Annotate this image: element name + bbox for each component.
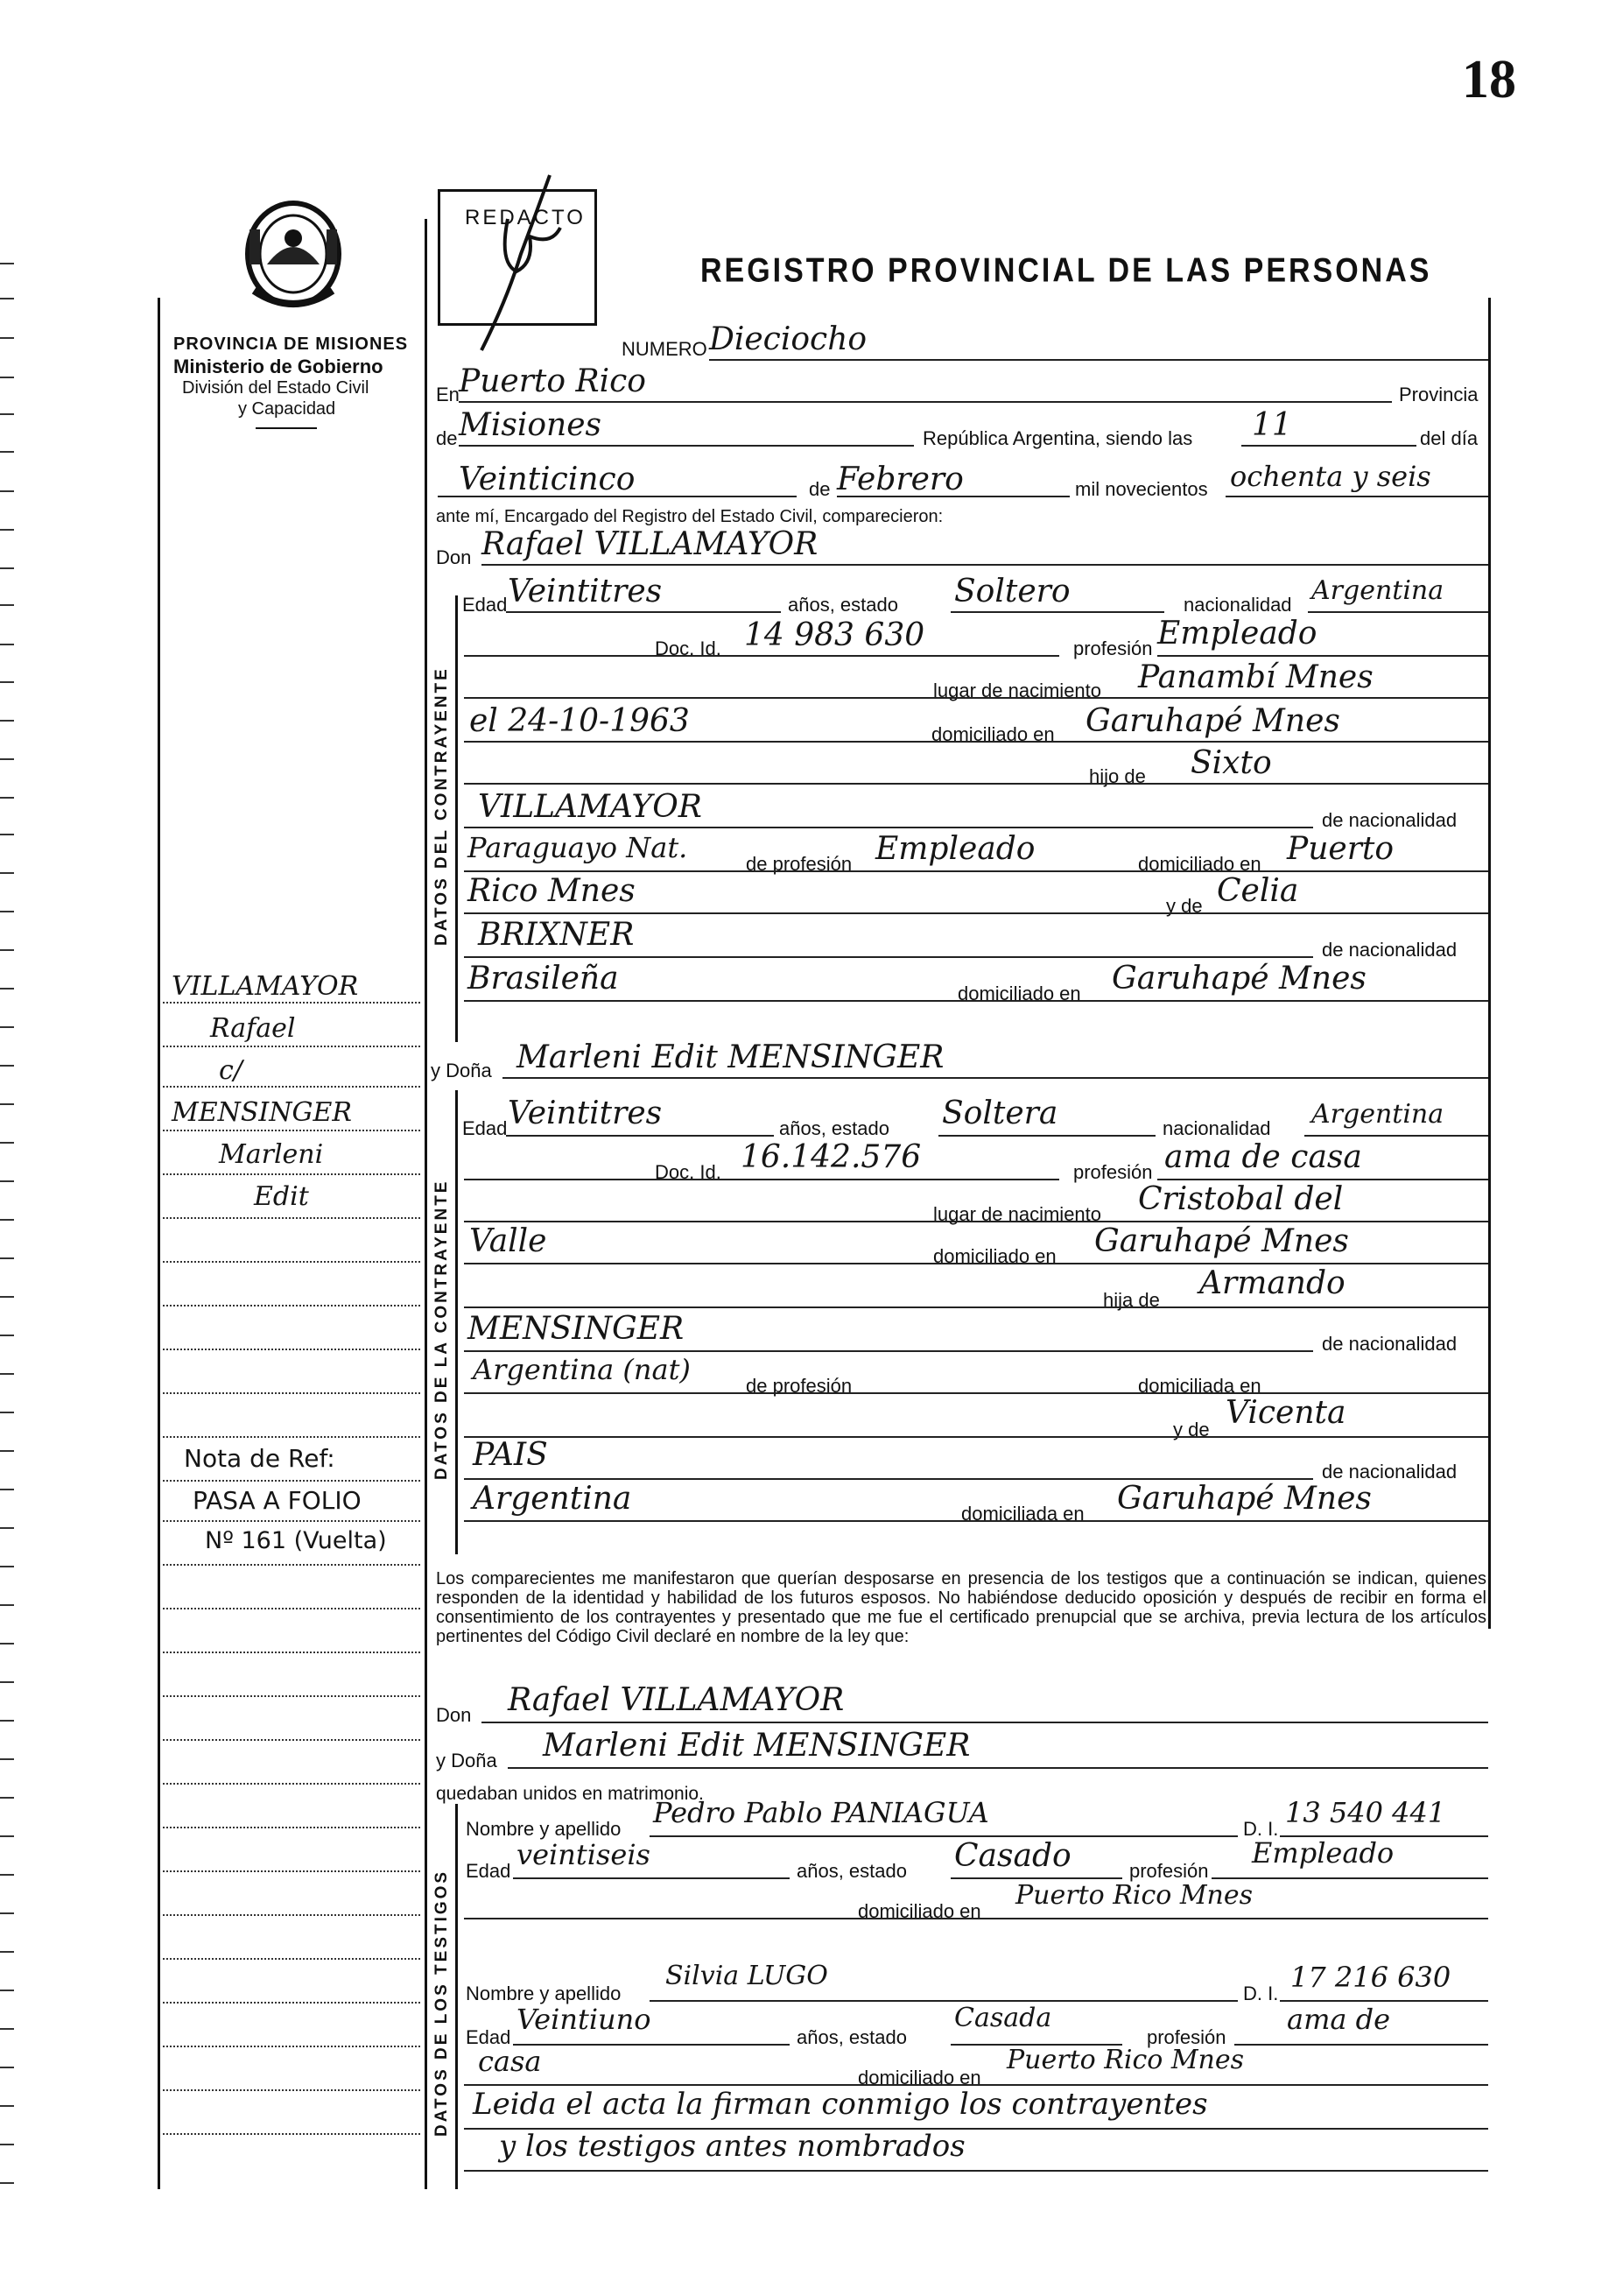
estado-fill [951,611,1164,613]
nombre-apellido-label-2: Nombre y apellido [466,1983,622,2004]
main-left-border [425,219,427,2189]
contrayente-padre-nac: Paraguayo Nat. [467,831,688,864]
anos-estado-label: años, estado [788,594,898,616]
profesion-label-2: profesión [1073,1161,1153,1183]
doc-fill-2 [464,1179,1059,1180]
contrayenta-edad: Veintitres [508,1095,663,1131]
nacionalidad-fill-2 [1304,1135,1488,1137]
republica-label: República Argentina, siendo las [923,427,1193,449]
de-nacionalidad-label: de nacionalidad [1322,809,1458,831]
contrayente-edad: Veintitres [508,574,663,609]
profesion-label-3: profesión [1129,1860,1209,1882]
margin-nota-2: PASA A FOLIO [193,1486,362,1515]
testigo-2-nombre-fill [650,2000,1238,2002]
domiciliada-label-2: domiciliada en [1138,1375,1261,1397]
ante-mi-label: ante mí, Encargado del Registro del Estado Civil, comparecieron: [436,507,944,526]
hora-value: 11 [1252,407,1292,443]
doc-label: Doc. Id. [655,637,721,659]
hora-fill [1241,445,1416,447]
domiciliado-label-4: domiciliado en [858,1900,981,1922]
contrayente-domicilio: Garuhapé Mnes [1086,703,1340,739]
province-name: PROVINCIA DE MISIONES [173,335,409,354]
testigo-2-edad-fill [513,2044,790,2046]
contrayente-padre-apellido: VILLAMAYOR [478,789,702,825]
provincia-value: Misiones [459,407,602,443]
de-profesion-label: de profesión [746,853,853,875]
quedaban-label: quedaban unidos en matrimonio. [436,1784,704,1804]
domicilio-fill-2 [464,1263,1488,1264]
dia-fill [438,496,797,497]
nacionalidad-label: nacionalidad [1184,594,1292,616]
contrayenta-madre: Vicenta [1226,1395,1346,1431]
testigo-2-edad: Veintiuno [516,2003,651,2036]
testigo-1-edad-fill [513,1877,790,1879]
y-de-label-2: y de [1173,1419,1210,1440]
contrayente-estado: Soltero [954,574,1071,609]
lugar-nac-fill [464,697,1488,699]
y-dona-label-2: y Doña [436,1750,497,1771]
inner-section-border-3 [455,1804,458,2189]
testigo-1-nombre: Pedro Pablo PANIAGUA [653,1796,989,1829]
testigo-2-di: 17 216 630 [1290,1961,1451,1994]
padre-nac-fill [464,827,1313,828]
de-label: de [436,427,458,449]
declaracion-don-fill [481,1722,1488,1723]
nacionalidad-label-2: nacionalidad [1163,1117,1271,1139]
mes-fill [837,496,1070,497]
lugar-nac-label-2: lugar de nacimiento [933,1203,1102,1225]
margin-nombre-2b: Edit [254,1181,309,1212]
side-label-testigos: DATOS DE LOS TESTIGOS [432,1869,451,2137]
de-mes-label: de [809,478,831,500]
padre-prof-fill [464,870,1488,872]
contrayenta-nombre: Marleni Edit MENSINGER [516,1039,945,1075]
anio-fill [1226,496,1488,497]
domiciliado-label-2: domiciliado en [1138,853,1261,875]
contrayenta-padre-apellido: MENSINGER [467,1311,685,1347]
profesion-fill [1157,655,1488,657]
provincia-label: Provincia [1399,384,1479,405]
de-nacionalidad-label-3: de nacionalidad [1322,1333,1458,1355]
side-label-contrayenta: DATOS DE LA CONTRAYENTE [432,1179,451,1480]
domiciliado-label: domiciliado en [931,723,1055,745]
margin-apellido-2: MENSINGER [172,1097,352,1128]
don-fill [481,564,1488,566]
contrayenta-madre-apellido: PAIS [473,1437,548,1473]
lugar-nac-fill-2 [464,1221,1488,1222]
testigo-1-edad: veintiseis [516,1838,650,1871]
declaration-paragraph: Los comparecientes me manifestaron que querían desposarse en presencia de los testigos que a continuación se indican, quienes responden de la identidad y habilidad de los futuros esposos. No habiéndose deducido oposición y después de recibir en forma el consentimiento de los contrayentes y presentado que me fue el certificado prenupcial que se archiva, previa lectura de los artículos pertinentes del Código Civil declaré en nombre de la ley que: [436,1569,1486,1646]
side-label-contrayente: DATOS DEL CONTRAYENTE [432,666,451,946]
madre-apellido-fill [464,956,1313,958]
testigo-2-profesion-2: casa [478,2045,542,2078]
contrayente-madre-nac: Brasileña [467,961,619,997]
del-dia-label: del día [1420,427,1479,449]
testigo-2-di-fill [1280,2000,1488,2002]
testigo-1-nombre-fill [650,1835,1238,1837]
contrayente-madre-dom: Garuhapé Mnes [1112,961,1367,997]
domiciliada-label-3: domiciliada en [961,1503,1085,1525]
profesion-label: profesión [1073,637,1153,659]
redacto-label: REDACTO [465,206,586,229]
contrayente-lugar-nac: Panambí Mnes [1138,659,1374,695]
contrayente-madre: Celia [1217,873,1299,909]
division-line-2: y Capacidad [238,399,336,419]
lugar-value: Puerto Rico [459,363,646,399]
contrayente-padre-dom-1: Puerto [1287,831,1395,867]
mes-value: Febrero [837,461,964,497]
provincia-fill [459,445,914,447]
don-label-2: Don [436,1704,472,1726]
margin-apellido-1: VILLAMAYOR [172,971,359,1002]
ministry-name: Ministerio de Gobierno [173,356,383,377]
page-number: 18 [1462,50,1516,109]
testigo-2-domicilio-fill [464,2084,1488,2086]
di-label: D. I. [1243,1818,1279,1840]
contrayenta-lugar-nac-2: Valle [469,1223,547,1259]
contrayente-nacionalidad: Argentina [1311,575,1444,606]
madre-apellido-fill-2 [464,1478,1313,1480]
madre-fill-2 [464,1436,1488,1438]
edad-label-3: Edad [466,1860,511,1882]
y-de-label: y de [1166,895,1203,917]
anos-estado-label-2: años, estado [779,1117,889,1139]
contrayente-padre: Sixto [1191,745,1272,781]
testigo-1-profesion-fill [1212,1877,1488,1879]
contrayente-padre-prof: Empleado [875,831,1036,867]
cierre-linea-2-fill [464,2170,1488,2172]
numero-label: NUMERO [622,338,707,360]
doc-label-2: Doc. Id. [655,1161,721,1183]
de-profesion-label-2: de profesión [746,1375,853,1397]
madre-fill [464,912,1488,914]
doc-fill [464,655,1059,657]
inner-section-border [455,595,458,1042]
testigo-2-domicilio: Puerto Rico Mnes [1007,2045,1245,2075]
declaracion-dona-fill [508,1767,1488,1769]
testigo-1-di: 13 540 441 [1285,1796,1446,1829]
dona-fill [502,1077,1488,1079]
edad-label-4: Edad [466,2026,511,2048]
contrayenta-padre: Armando [1199,1265,1346,1301]
margin-nombre-1: Rafael [210,1013,296,1044]
contrayente-fecha-nac: el 24-10-1963 [469,703,690,739]
cierre-linea-1: Leida el acta la firman conmigo los contrayentes [473,2087,1208,2122]
cierre-linea-2: y los testigos antes nombrados [499,2129,966,2164]
mil-novecientos-label: mil novecientos [1075,478,1208,500]
edad-fill [506,611,781,613]
edad-label-2: Edad [462,1117,508,1139]
contrayente-nombre: Rafael VILLAMAYOR [481,526,819,562]
anos-estado-label-3: años, estado [797,1860,907,1882]
declaracion-don: Rafael VILLAMAYOR [508,1682,845,1718]
testigo-1-domicilio-fill [464,1918,1488,1919]
contrayenta-doc: 16.142.576 [741,1139,922,1175]
de-nacionalidad-label-4: de nacionalidad [1322,1461,1458,1483]
left-margin-border [158,298,160,2189]
contrayenta-domicilio: Garuhapé Mnes [1094,1223,1349,1259]
estado-fill-2 [938,1135,1156,1137]
nombre-apellido-label: Nombre y apellido [466,1818,622,1840]
profesion-fill-2 [1157,1179,1488,1180]
contrayente-doc: 14 983 630 [744,617,925,653]
de-nacionalidad-label-2: de nacionalidad [1322,939,1458,961]
lugar-fill [459,401,1392,403]
di-label-2: D. I. [1243,1983,1279,2004]
testigo-2-profesion-fill [1234,2044,1488,2046]
hija-de-label: hija de [1103,1289,1160,1311]
contrayenta-lugar-nac: Cristobal del [1138,1181,1344,1217]
contrayenta-estado: Soltera [942,1095,1058,1131]
anio-value: ochenta y seis [1230,460,1431,493]
dia-value: Veinticinco [459,461,636,497]
padre-nac-fill-2 [464,1350,1313,1352]
hijo-de-label: hijo de [1089,765,1146,787]
edad-fill-2 [506,1135,774,1137]
contrayenta-profesion: ama de casa [1164,1139,1362,1175]
domiciliado-label-3: domiciliado en [958,982,1081,1004]
domiciliada-label: domiciliado en [933,1245,1057,1267]
hijo-de-fill [464,783,1488,785]
redacto-signature [446,166,595,359]
registry-title: REGISTRO PROVINCIAL DE LAS PERSONAS [700,251,1432,290]
testigo-1-estado-fill [951,1877,1122,1879]
margin-conector: c/ [219,1055,242,1086]
domicilio-fill [464,741,1488,743]
margin-nombre-2a: Marleni [219,1139,324,1170]
inner-section-border-2 [455,1090,458,1554]
margin-nota-1: Nota de Ref: [184,1444,335,1473]
madre-nac-fill [464,1000,1488,1002]
en-label: En [436,384,460,405]
domiciliado-label-5: domiciliado en [858,2067,981,2088]
numero-fill [709,359,1488,361]
division-line-1: División del Estado Civil [182,378,369,398]
provincial-seal-icon [236,194,350,317]
contrayente-madre-apellido: BRIXNER [478,917,635,953]
contrayente-padre-dom-2: Rico Mnes [467,873,636,909]
testigo-1-profesion: Empleado [1252,1836,1395,1870]
contrayenta-nacionalidad: Argentina [1311,1099,1444,1130]
main-right-border [1488,298,1491,1629]
contrayenta-madre-nac: Argentina [473,1481,632,1517]
profesion-label-4: profesión [1147,2026,1226,2048]
hija-de-fill [464,1306,1488,1308]
testigo-2-nombre: Silvia LUGO [665,1961,828,1991]
margin-nota-3: Nº 161 (Vuelta) [205,1527,387,1554]
numero-value: Dieciocho [709,321,868,357]
contrayenta-madre-dom: Garuhapé Mnes [1117,1481,1372,1517]
anos-estado-label-4: años, estado [797,2026,907,2048]
padre-prof-fill-2 [464,1392,1488,1394]
contrayente-profesion: Empleado [1157,616,1317,651]
don-label: Don [436,546,472,568]
contrayenta-padre-nac: Argentina (nat) [473,1353,691,1386]
testigo-1-domicilio: Puerto Rico Mnes [1015,1880,1254,1911]
testigo-1-estado: Casado [954,1838,1071,1874]
header-underline [256,427,317,429]
testigo-2-estado: Casada [954,2003,1052,2033]
y-dona-label: y Doña [431,1060,492,1081]
declaracion-dona: Marleni Edit MENSINGER [543,1728,971,1764]
nacionalidad-fill [1308,611,1488,613]
madre-nac-fill-2 [464,1520,1488,1522]
lugar-nac-label: lugar de nacimiento [933,680,1102,701]
testigo-2-profesion: ama de [1287,2003,1391,2036]
edad-label: Edad [462,594,508,616]
left-edge-ticks [0,0,18,2296]
